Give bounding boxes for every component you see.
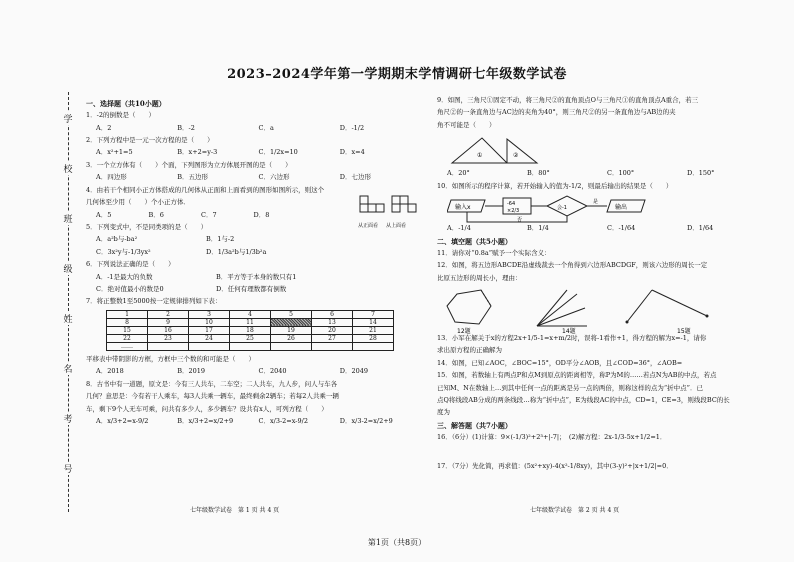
table-cell <box>353 342 394 350</box>
question: 点Q将线段AB分成的两条线段…称为“折中点”，E为线段AC的中点，CD=1，CE=3，则线段BC的长 <box>437 396 730 405</box>
table-cell: 13 <box>312 318 353 326</box>
option: D．x/3-2=x/2+9 <box>339 417 393 425</box>
question: 角不可能是（ ） <box>437 120 496 129</box>
option: D．1/3a²b与1/3b²a <box>206 247 267 256</box>
question: 几何？意思是：今有若干人乘车，每3人共乘一辆车，最终剩余2辆车；若每2人共乘一辆 <box>86 392 339 401</box>
page-footer: 七年级数学试卷 第 2 页 共 4 页 <box>530 507 620 514</box>
flow-step: -64 <box>507 201 516 208</box>
table-cell: 4 <box>230 310 271 318</box>
question: 7．将正整数1至5000按一定规律排列如下表： <box>86 297 222 306</box>
option: A．四边形 <box>96 173 127 182</box>
table-cell: 5 <box>271 310 312 318</box>
table-cell: 24 <box>189 334 230 342</box>
table-cell: 14 <box>353 318 394 326</box>
question: 11．请你对“0.8a”赋予一个实际含义： <box>437 248 551 257</box>
option: B．1与-2 <box>206 235 235 244</box>
option: D．x=4 <box>339 148 365 157</box>
table-row <box>107 326 394 334</box>
question: 6．下列说法正确的是（ ） <box>86 260 175 269</box>
option: A．2 <box>96 123 112 132</box>
option: B．五边形 <box>177 173 209 182</box>
binding-char: 班 <box>61 212 75 225</box>
binding-char: 考 <box>61 412 75 425</box>
options <box>96 248 316 257</box>
question: 15．如图，若数轴上有两点P和点M到原点的距离相等，称P为M的……若点N为AB的中点，若点 <box>437 371 717 380</box>
table-row <box>107 334 394 342</box>
table-cell: 6 <box>312 310 353 318</box>
section-heading: 二、填空题（共5小题） <box>437 236 512 246</box>
figure-caption: 从正面看 <box>358 223 379 230</box>
binding-char: 号 <box>61 462 75 475</box>
table-cell: 19 <box>271 326 312 334</box>
option: B．6 <box>148 210 164 219</box>
table-cell: 3 <box>189 310 230 318</box>
option: C．3x²y与-1/3yx² <box>96 247 151 256</box>
option: B．-2 <box>177 123 195 132</box>
table-cell: 7 <box>353 310 394 318</box>
option: B．x+2=y-3 <box>177 148 218 157</box>
section-heading: 一、选择题（共10小题） <box>86 99 166 108</box>
question: 17．（7分）先化简，再求值：(5x²+xy)-4(x²-1/8xy)，其中(3-y)²+|x+1/2|=0． <box>437 462 673 471</box>
table-cell: 10 <box>189 318 230 326</box>
flow-yes: 是 <box>593 199 599 206</box>
table-row <box>107 342 394 350</box>
table-cell: 25 <box>230 334 271 342</box>
option: D．七边形 <box>339 173 371 182</box>
option: B．平方等于本身的数只有1 <box>216 272 297 281</box>
table-cell: 9 <box>148 318 189 326</box>
option: B．2019 <box>177 367 206 376</box>
option: A．20° <box>447 169 470 178</box>
question: 2．下列方程中是一元一次方程的是（ ） <box>86 135 214 144</box>
table-cell: 21 <box>353 326 394 334</box>
option: C．a <box>258 123 274 132</box>
table-cell: 8 <box>107 318 148 326</box>
option: D．150° <box>687 169 715 178</box>
shaded-cell <box>271 318 312 326</box>
table-cell: 1 <box>107 310 148 318</box>
table-cell: 15 <box>107 326 148 334</box>
cube-views-svg <box>358 194 420 220</box>
figure-caption: 12题 <box>457 327 471 334</box>
option: D．-1/2 <box>339 123 365 132</box>
options <box>96 285 336 294</box>
question: 3．一个立方体有（ ）个面，下列图形为立方体展开图的是（ ） <box>86 160 292 169</box>
option: B．x/3+2=x/2+9 <box>177 417 234 425</box>
option: A．-1是最大的负数 <box>96 272 153 281</box>
right-column <box>437 96 767 475</box>
binding-char: 级 <box>61 262 75 275</box>
question: 8．古书中有一道题，原文是：今有三人共车，二车空；二人共车，九人步，问人与车各 <box>86 379 338 388</box>
binding-strip <box>58 92 80 512</box>
options <box>96 417 421 426</box>
question: 9．如图，三角尺①固定不动，将三角尺②的直角顶点O与三角尺①的直角顶点A重合，若三 <box>437 96 699 104</box>
question: 求出原方程的正确解为 <box>437 346 502 355</box>
question: 几何体至少用（ ）个小正方体． <box>86 198 190 207</box>
flow-decision: 会-1 <box>557 205 567 212</box>
option: C．-1/64 <box>607 224 636 233</box>
flow-input: 输入x <box>455 204 471 212</box>
options <box>96 235 316 244</box>
binding-line <box>68 92 69 512</box>
question: 平移表中带阴影的方框，方框中三个数的和可能是（ ） <box>86 354 255 363</box>
option: C．2040 <box>258 367 287 376</box>
flow-output: 输出 <box>615 204 628 212</box>
flow-no: 否 <box>517 217 523 224</box>
option: B．1/4 <box>527 224 549 233</box>
question: 1．-2的倒数是（ ） <box>86 111 155 120</box>
triangle-rulers-figure <box>447 133 587 169</box>
table-cell: 17 <box>189 326 230 334</box>
page-footer: 七年级数学试卷 第 1 页 共 4 页 <box>190 507 280 514</box>
table-cell: 11 <box>230 318 271 326</box>
table-cell: 16 <box>148 326 189 334</box>
binding-char: 名 <box>61 362 75 375</box>
svg-text:①: ① <box>477 152 483 160</box>
option: D．2049 <box>339 367 369 376</box>
fill-blank-figures <box>437 286 737 334</box>
figure-caption: 从上面看 <box>386 223 407 230</box>
option: A．x/3+2=x-9/2 <box>96 417 149 425</box>
left-column <box>86 96 421 429</box>
page-title: 2023–2024学年第一学期期末学情调研七年级数学试卷 <box>227 67 567 82</box>
question: 5．下列变式中，不是同类项的是（ ） <box>86 222 208 231</box>
options <box>96 148 421 157</box>
question: 12．如图，将五边形ABCDE沿虚线裁去一个角得到六边形ABCDGF，则该六边形的周长一定 <box>437 261 708 270</box>
cube-views-figure <box>358 194 420 231</box>
table-cell: 26 <box>271 334 312 342</box>
options <box>96 211 306 220</box>
options <box>447 224 767 233</box>
svg-text:②: ② <box>513 152 519 160</box>
option: D．8 <box>253 210 270 219</box>
options <box>96 124 421 133</box>
option: C．100° <box>607 169 635 178</box>
table-cell <box>271 342 312 350</box>
table-cell: …… <box>107 342 148 350</box>
table-cell <box>189 342 230 350</box>
question: 14．如图，已知∠AOC，∠BOC=15°，OD平分∠AOB，且∠COD=36°，∠AOB= <box>437 358 683 367</box>
option: C．六边形 <box>258 173 290 182</box>
table-cell: 20 <box>312 326 353 334</box>
table-row <box>107 310 394 318</box>
question: 已知M、N在数轴上…到其中任何一点的距离是另一点的两倍，则称这样的点为“折中点”．已 <box>437 383 703 392</box>
option: C．绝对值最小的数是0 <box>96 285 164 294</box>
table-cell: 22 <box>107 334 148 342</box>
option: A．a²b与-ba² <box>96 235 138 244</box>
option: C．7 <box>201 210 217 219</box>
option: B．80° <box>527 169 550 178</box>
table-cell: 27 <box>312 334 353 342</box>
option: C．x/3-2=x-9/2 <box>258 417 308 425</box>
option: A．5 <box>96 210 112 219</box>
question: 10．如图所示的程序计算，若开始输入的值为-1/2，则最后输出的结果是（ ） <box>437 181 673 190</box>
option: A．2018 <box>96 367 124 376</box>
question: 度为 <box>437 408 450 417</box>
option: A．-1/4 <box>447 224 471 233</box>
table-cell <box>148 342 189 350</box>
option: A．x²+1=5 <box>96 148 133 157</box>
option: D．1/64 <box>687 224 714 233</box>
question: 16．（6分）(1)计算：9×(-1/3)²+2³+|-7|； (2)解方程：2x-1/3-5x+1/2=1． <box>437 433 667 442</box>
figure-caption: 14题 <box>562 327 576 334</box>
number-table <box>106 310 394 351</box>
page-number: 第1页（共8页） <box>367 538 427 547</box>
binding-char: 姓 <box>61 312 75 325</box>
figure-caption: 15题 <box>677 327 691 334</box>
question: 4．由若干个相同小正方体搭成的几何体从正面和上面看到的图形如图所示，则这个 <box>86 185 325 194</box>
table-cell: 28 <box>353 334 394 342</box>
binding-char: 学 <box>61 112 75 125</box>
options <box>96 273 336 282</box>
table-row <box>107 318 394 326</box>
options <box>96 173 421 182</box>
question: 比原五边形的周长小，理由： <box>437 273 522 282</box>
flow-step: ×2/3 <box>507 208 520 215</box>
question: 车，剩下9个人无车可乘，问共有多少人，多少辆车？设共有x人，可列方程（ ） <box>86 404 328 413</box>
binding-char: 校 <box>61 162 75 175</box>
table-cell <box>230 342 271 350</box>
section-heading: 三、解答题（共7小题） <box>437 420 512 430</box>
option: C．1/2x=10 <box>258 148 298 157</box>
table-cell: 18 <box>230 326 271 334</box>
table-cell: 23 <box>148 334 189 342</box>
question: 13．小军在解关于x的方程2x+1/5-1=x+m/2时，误将-1看作+1，得方程的解为x=-1，请你 <box>437 333 707 342</box>
table-cell: 2 <box>148 310 189 318</box>
question: 角尺②的一条直角边与AC边的夹角为40°，则三角尺②的另一条直角边与AB边的夹 <box>437 108 676 117</box>
options <box>96 367 421 376</box>
options <box>447 169 767 178</box>
option: D．任何有理数都有倒数 <box>216 285 287 294</box>
table-cell <box>312 342 353 350</box>
flowchart-figure <box>447 194 707 224</box>
